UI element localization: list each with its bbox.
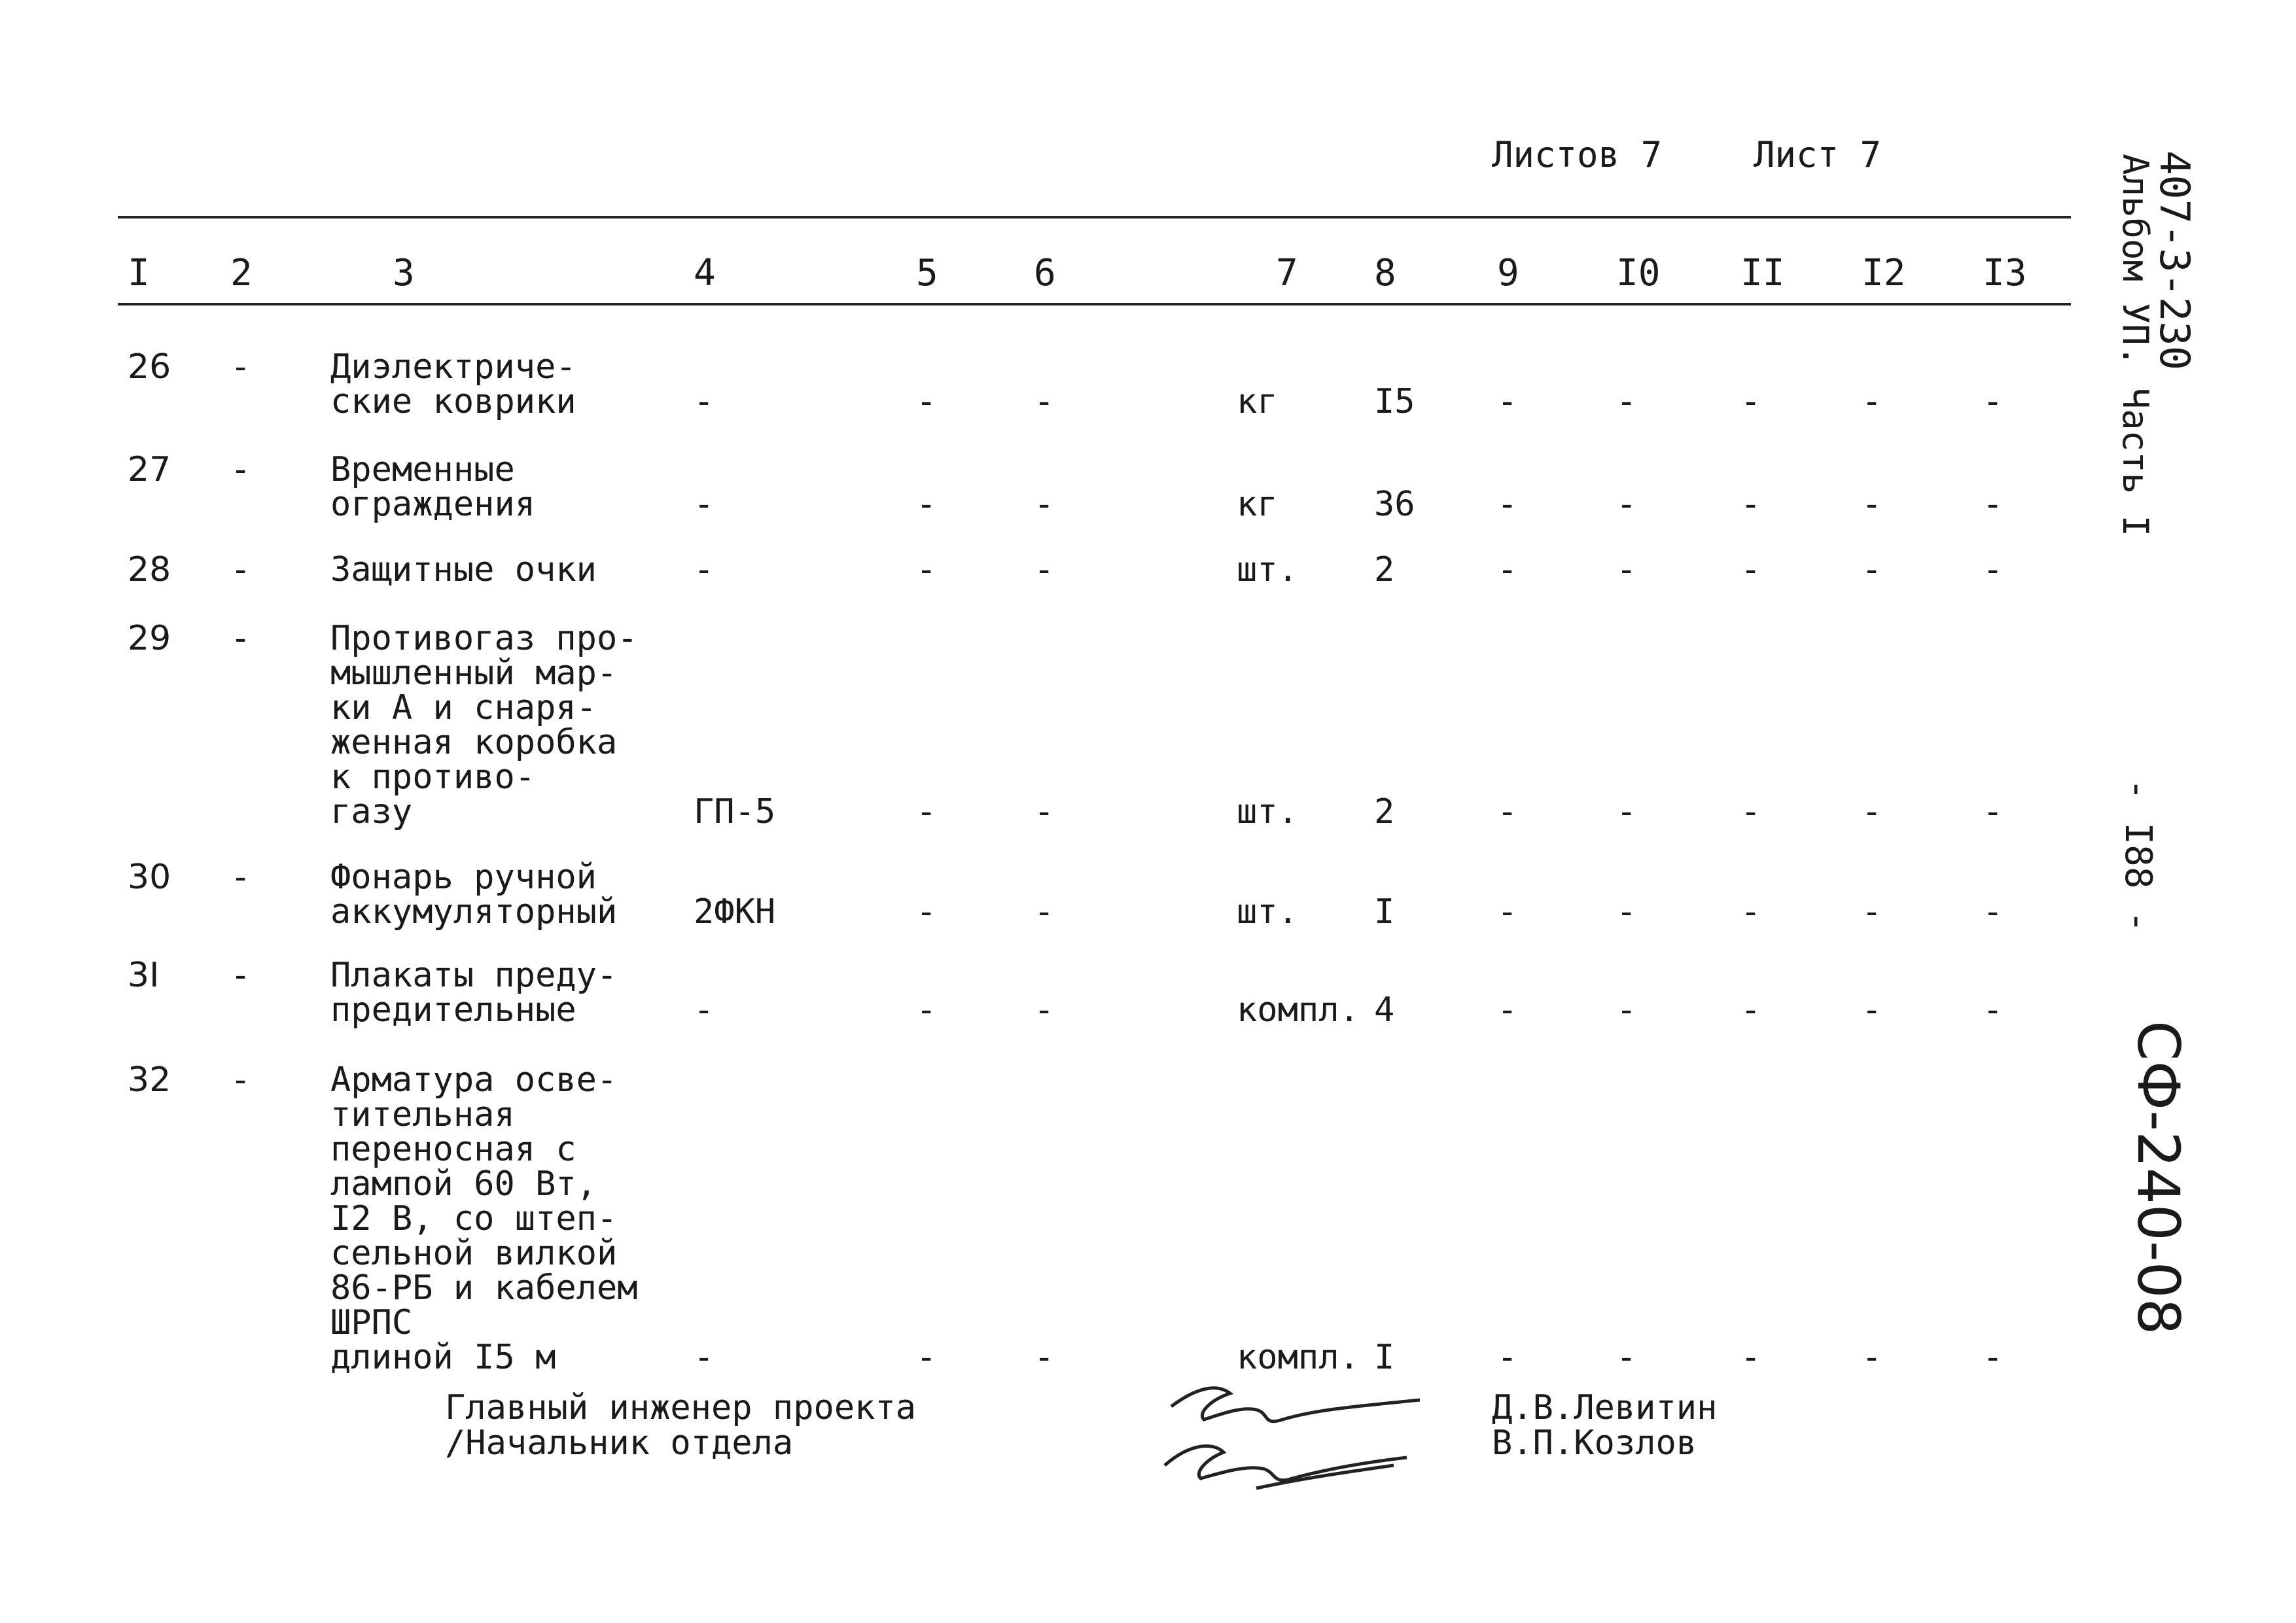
table-cell-col-9: - [1497,990,1518,1030]
table-cell-col-12: - [1862,792,1882,831]
table-cell-pos-number: 29 [128,619,171,658]
table-cell-pos-number: 30 [128,858,171,897]
table-cell-unit: компл. [1237,990,1360,1030]
table-cell-code: - [230,858,251,897]
table-cell-item-name: Арматура осве- тительная переносная с лампой 60 Вт, I2 В, со штеп- сельной вилкой 86-РБ и кабелем ШРПС длиной I5 м [330,1060,638,1377]
table-cell-unit: шт. [1237,792,1298,831]
table-cell-unit: шт. [1237,892,1298,932]
table-cell-col-6: - [1034,550,1055,589]
document-code: СФ-240-08 [2125,1021,2192,1335]
table-cell-type-mark: ГП-5 [694,792,776,831]
column-number-3: 3 [393,252,415,294]
table-cell-col-13: - [1983,485,2004,524]
signatory-names: Д.В.Левитин В.П.Козлов [1492,1388,1718,1463]
table-cell-quantity: 4 [1374,990,1395,1030]
table-cell-col-11: - [1740,892,1761,932]
table-cell-pos-number: 27 [128,450,171,489]
table-cell-pos-number: 32 [128,1060,171,1100]
table-cell-col-9: - [1497,485,1518,524]
page-number: - I88 - [2117,778,2159,934]
table-cell-col-9: - [1497,382,1518,421]
table-cell-type-mark: - [694,485,715,524]
table-cell-quantity: 2 [1374,792,1395,831]
table-cell-unit: кг [1237,382,1278,421]
table-cell-code: - [230,550,251,589]
table-cell-col-12: - [1862,382,1882,421]
column-number-6: 6 [1034,252,1056,294]
table-cell-unit: шт. [1237,550,1298,589]
table-cell-col-6: - [1034,382,1055,421]
table-cell-col-5: - [916,550,937,589]
sheet-total: Листов 7 [1492,134,1663,175]
table-cell-col-10: - [1616,990,1637,1030]
album-part: Альбом УП. Часть I [2115,154,2156,537]
table-cell-col-10: - [1616,485,1637,524]
table-cell-col-9: - [1497,1338,1518,1377]
column-number-11: II [1740,252,1785,294]
table-cell-col-11: - [1740,792,1761,831]
table-cell-item-name: Временные ограждения [330,450,536,524]
table-cell-code: - [230,450,251,489]
signature-image [1158,1380,1433,1505]
table-cell-col-6: - [1034,792,1055,831]
column-number-7: 7 [1276,252,1298,294]
column-number-8: 8 [1374,252,1396,294]
table-cell-quantity: I [1374,1338,1395,1377]
table-cell-col-5: - [916,382,937,421]
table-cell-col-11: - [1740,485,1761,524]
table-cell-col-12: - [1862,550,1882,589]
table-cell-quantity: 2 [1374,550,1395,589]
table-cell-col-6: - [1034,990,1055,1030]
table-cell-pos-number: 3I [128,956,160,995]
table-cell-unit: кг [1237,485,1278,524]
table-cell-type-mark: - [694,550,715,589]
column-number-5: 5 [916,252,938,294]
table-cell-col-9: - [1497,892,1518,932]
album-code: 407-3-230 [2151,150,2199,370]
table-cell-col-11: - [1740,550,1761,589]
table-cell-col-13: - [1983,792,2004,831]
table-cell-col-5: - [916,792,937,831]
table-cell-col-12: - [1862,892,1882,932]
table-cell-col-11: - [1740,1338,1761,1377]
table-cell-col-12: - [1862,485,1882,524]
table-cell-col-12: - [1862,990,1882,1030]
table-cell-col-13: - [1983,892,2004,932]
table-cell-item-name: Плакаты преду- предительные [330,956,618,1030]
table-cell-col-10: - [1616,1338,1637,1377]
table-cell-col-5: - [916,485,937,524]
column-number-13: I3 [1983,252,2027,294]
table-cell-item-name: Фонарь ручной аккумуляторный [330,858,618,932]
signatory-roles: Главный инженер проекта /Начальник отдела [445,1388,917,1463]
table-cell-type-mark: - [694,990,715,1030]
table-cell-item-name: Диэлектриче- ские коврики [330,347,576,421]
table-cell-code: - [230,1060,251,1100]
table-cell-quantity: 36 [1374,485,1415,524]
column-number-1: I [128,252,150,294]
sheet-current: Лист 7 [1754,134,1882,175]
top-rule [118,216,2071,218]
table-cell-col-10: - [1616,550,1637,589]
column-number-9: 9 [1497,252,1519,294]
table-cell-col-6: - [1034,1338,1055,1377]
table-cell-item-name: Защитные очки [330,550,597,589]
table-cell-col-13: - [1983,382,2004,421]
table-cell-code: - [230,956,251,995]
table-cell-col-9: - [1497,550,1518,589]
table-cell-col-10: - [1616,382,1637,421]
table-cell-type-mark: - [694,382,715,421]
table-cell-col-6: - [1034,892,1055,932]
table-cell-code: - [230,619,251,658]
table-cell-quantity: I5 [1374,382,1415,421]
column-number-4: 4 [694,252,716,294]
table-cell-quantity: I [1374,892,1395,932]
table-cell-col-6: - [1034,485,1055,524]
table-cell-pos-number: 26 [128,347,171,387]
table-cell-col-11: - [1740,382,1761,421]
table-cell-unit: компл. [1237,1338,1360,1377]
table-cell-col-10: - [1616,892,1637,932]
table-cell-item-name: Противогаз про- мышленный мар- ки А и снаря- женная коробка к противо- газу [330,619,638,831]
table-cell-col-12: - [1862,1338,1882,1377]
column-number-12: I2 [1862,252,1906,294]
table-cell-col-13: - [1983,990,2004,1030]
table-cell-col-5: - [916,990,937,1030]
table-cell-col-13: - [1983,550,2004,589]
table-cell-col-5: - [916,892,937,932]
table-cell-pos-number: 28 [128,550,171,589]
table-cell-col-5: - [916,1338,937,1377]
column-number-10: I0 [1616,252,1661,294]
table-cell-col-11: - [1740,990,1761,1030]
table-cell-code: - [230,347,251,387]
table-cell-type-mark: - [694,1338,715,1377]
table-cell-col-13: - [1983,1338,2004,1377]
table-cell-col-10: - [1616,792,1637,831]
header-rule [118,303,2071,305]
table-cell-type-mark: 2ФКН [694,892,776,932]
column-number-2: 2 [230,252,253,294]
table-cell-col-9: - [1497,792,1518,831]
